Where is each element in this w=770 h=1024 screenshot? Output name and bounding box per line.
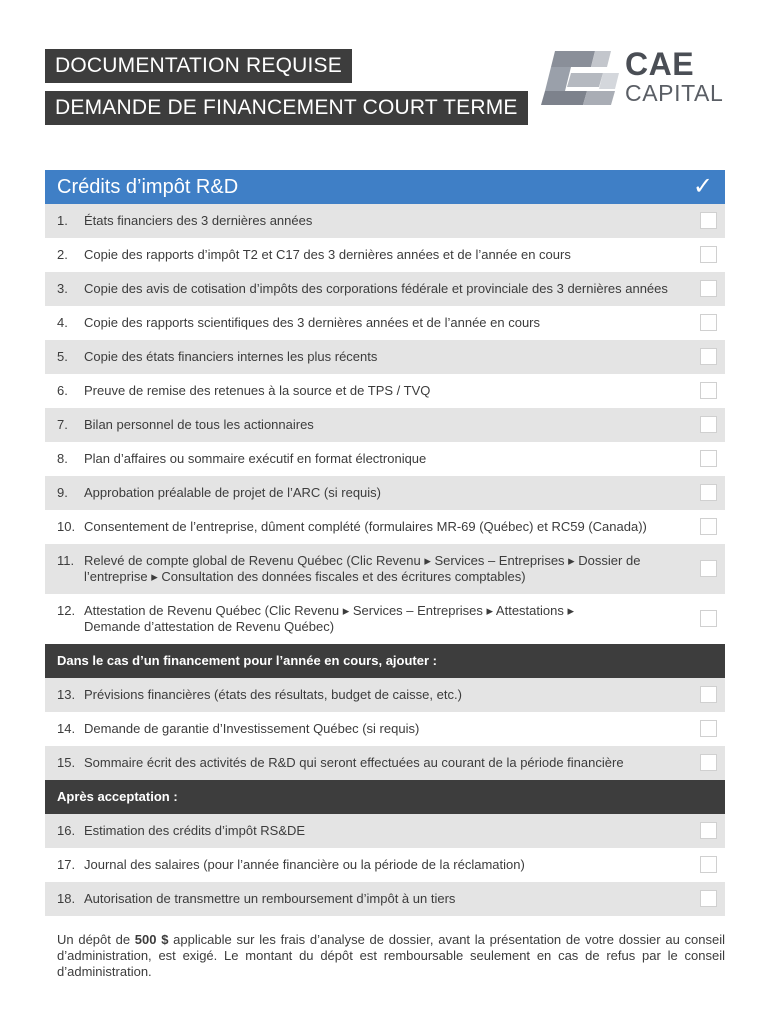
item-checkbox[interactable] <box>700 560 717 577</box>
checkmark-icon: ✓ <box>692 173 713 200</box>
item-text-line: Demande d’attestation de Revenu Québec) <box>84 619 335 634</box>
item-checkbox[interactable] <box>700 754 717 771</box>
checklist <box>45 204 725 916</box>
list-item <box>45 712 725 746</box>
item-number: 6. <box>57 383 68 398</box>
item-text: Journal des salaires (pour l’année financière ou la période de la réclamation) <box>84 857 525 872</box>
list-item <box>45 204 725 238</box>
deposit-amount: 500 $ <box>134 932 169 947</box>
item-checkbox[interactable] <box>700 518 717 535</box>
item-text: Copie des rapports d’impôt T2 et C17 des 3 dernières années et de l’année en cours <box>84 247 571 262</box>
list-item <box>45 594 725 644</box>
item-checkbox[interactable] <box>700 686 717 703</box>
item-checkbox[interactable] <box>700 280 717 297</box>
logo-mark-icon <box>541 45 625 111</box>
item-number: 13. <box>57 687 76 702</box>
logo-text-cae: CAE <box>625 46 695 82</box>
item-checkbox[interactable] <box>700 314 717 331</box>
logo-text-capital: CAPITAL <box>625 80 724 106</box>
item-number: 2. <box>57 247 68 262</box>
item-text: Sommaire écrit des activités de R&D qui seront effectuées au courant de la période financière <box>84 755 624 770</box>
item-text: Approbation préalable de projet de l’ARC (si requis) <box>84 485 381 500</box>
item-checkbox[interactable] <box>700 416 717 433</box>
subsection-header-current-year: Dans le cas d’un financement pour l’année en cours, ajouter : <box>45 644 725 678</box>
list-item <box>45 476 725 510</box>
list-item <box>45 408 725 442</box>
subsection-header-after-acceptance: Après acceptation : <box>45 780 725 814</box>
item-number: 1. <box>57 213 68 228</box>
item-text: Prévisions financières (états des résultats, budget de caisse, etc.) <box>84 687 462 702</box>
item-text: Bilan personnel de tous les actionnaires <box>84 417 314 432</box>
list-item <box>45 544 725 594</box>
item-text-line: l’entreprise ▸ Consultation des données fiscales et des écritures comptables) <box>84 569 526 584</box>
list-item <box>45 678 725 712</box>
item-text: Copie des avis de cotisation d’impôts des corporations fédérale et provinciale des 3 dernières années <box>84 281 668 296</box>
list-item <box>45 746 725 780</box>
item-number: 4. <box>57 315 68 330</box>
list-item <box>45 374 725 408</box>
item-text: Consentement de l’entreprise, dûment complété (formulaires MR-69 (Québec) et RC59 (Canada)) <box>84 519 647 534</box>
item-number: 8. <box>57 451 68 466</box>
item-checkbox[interactable] <box>700 348 717 365</box>
document-subtitle: DEMANDE DE FINANCEMENT COURT TERME <box>45 91 528 125</box>
item-text: Autorisation de transmettre un remboursement d’impôt à un tiers <box>84 891 456 906</box>
document-title: DOCUMENTATION REQUISE <box>45 49 352 83</box>
list-item <box>45 848 725 882</box>
list-item <box>45 272 725 306</box>
list-item <box>45 510 725 544</box>
item-checkbox[interactable] <box>700 484 717 501</box>
item-text <box>84 553 679 585</box>
item-number: 12. <box>57 603 76 618</box>
item-text-line: Relevé de compte global de Revenu Québec (Clic Revenu ▸ Services – Entreprises ▸ Dossier de <box>84 553 641 568</box>
list-item <box>45 306 725 340</box>
deposit-note <box>57 932 725 980</box>
cae-capital-logo <box>541 43 731 113</box>
item-text: États financiers des 3 dernières années <box>84 213 313 228</box>
item-number: 11. <box>57 553 75 568</box>
item-checkbox[interactable] <box>700 610 717 627</box>
item-checkbox[interactable] <box>700 856 717 873</box>
list-item <box>45 340 725 374</box>
list-item <box>45 442 725 476</box>
item-number: 15. <box>57 755 76 770</box>
list-item <box>45 882 725 916</box>
deposit-note-text: applicable sur les frais d’analyse de dossier, avant la présentation de votre dossier au conseil d’administration, est exigé. Le montant du dépôt est remboursable seulement en cas de refus par le conseil d’administration. <box>57 932 725 979</box>
item-checkbox[interactable] <box>700 720 717 737</box>
item-checkbox[interactable] <box>700 212 717 229</box>
item-checkbox[interactable] <box>700 382 717 399</box>
item-number: 3. <box>57 281 68 296</box>
item-text: Copie des rapports scientifiques des 3 dernières années et de l’année en cours <box>84 315 541 330</box>
item-checkbox[interactable] <box>700 890 717 907</box>
section-header-rd-credits <box>45 170 725 204</box>
deposit-note-text: Un dépôt de <box>57 932 135 947</box>
item-text: Demande de garantie d’Investissement Québec (si requis) <box>84 721 420 736</box>
item-checkbox[interactable] <box>700 822 717 839</box>
item-checkbox[interactable] <box>700 450 717 467</box>
list-item <box>45 238 725 272</box>
item-number: 9. <box>57 485 68 500</box>
item-text: Estimation des crédits d’impôt RS&DE <box>84 823 306 838</box>
item-number: 7. <box>57 417 68 432</box>
item-number: 18. <box>57 891 76 906</box>
item-number: 16. <box>57 823 76 838</box>
item-number: 14. <box>57 721 76 736</box>
item-number: 17. <box>57 857 76 872</box>
item-number: 10. <box>57 519 76 534</box>
item-text: Plan d’affaires ou sommaire exécutif en format électronique <box>84 451 427 466</box>
item-text <box>84 603 679 635</box>
item-text: Preuve de remise des retenues à la source et de TPS / TVQ <box>84 383 431 398</box>
list-item <box>45 814 725 848</box>
item-text-line: Attestation de Revenu Québec (Clic Revenu ▸ Services – Entreprises ▸ Attestations ▸ <box>84 603 574 618</box>
item-text: Copie des états financiers internes les plus récents <box>84 349 378 364</box>
item-number: 5. <box>57 349 68 364</box>
item-checkbox[interactable] <box>700 246 717 263</box>
section-title: Crédits d’impôt R&D <box>57 176 239 198</box>
